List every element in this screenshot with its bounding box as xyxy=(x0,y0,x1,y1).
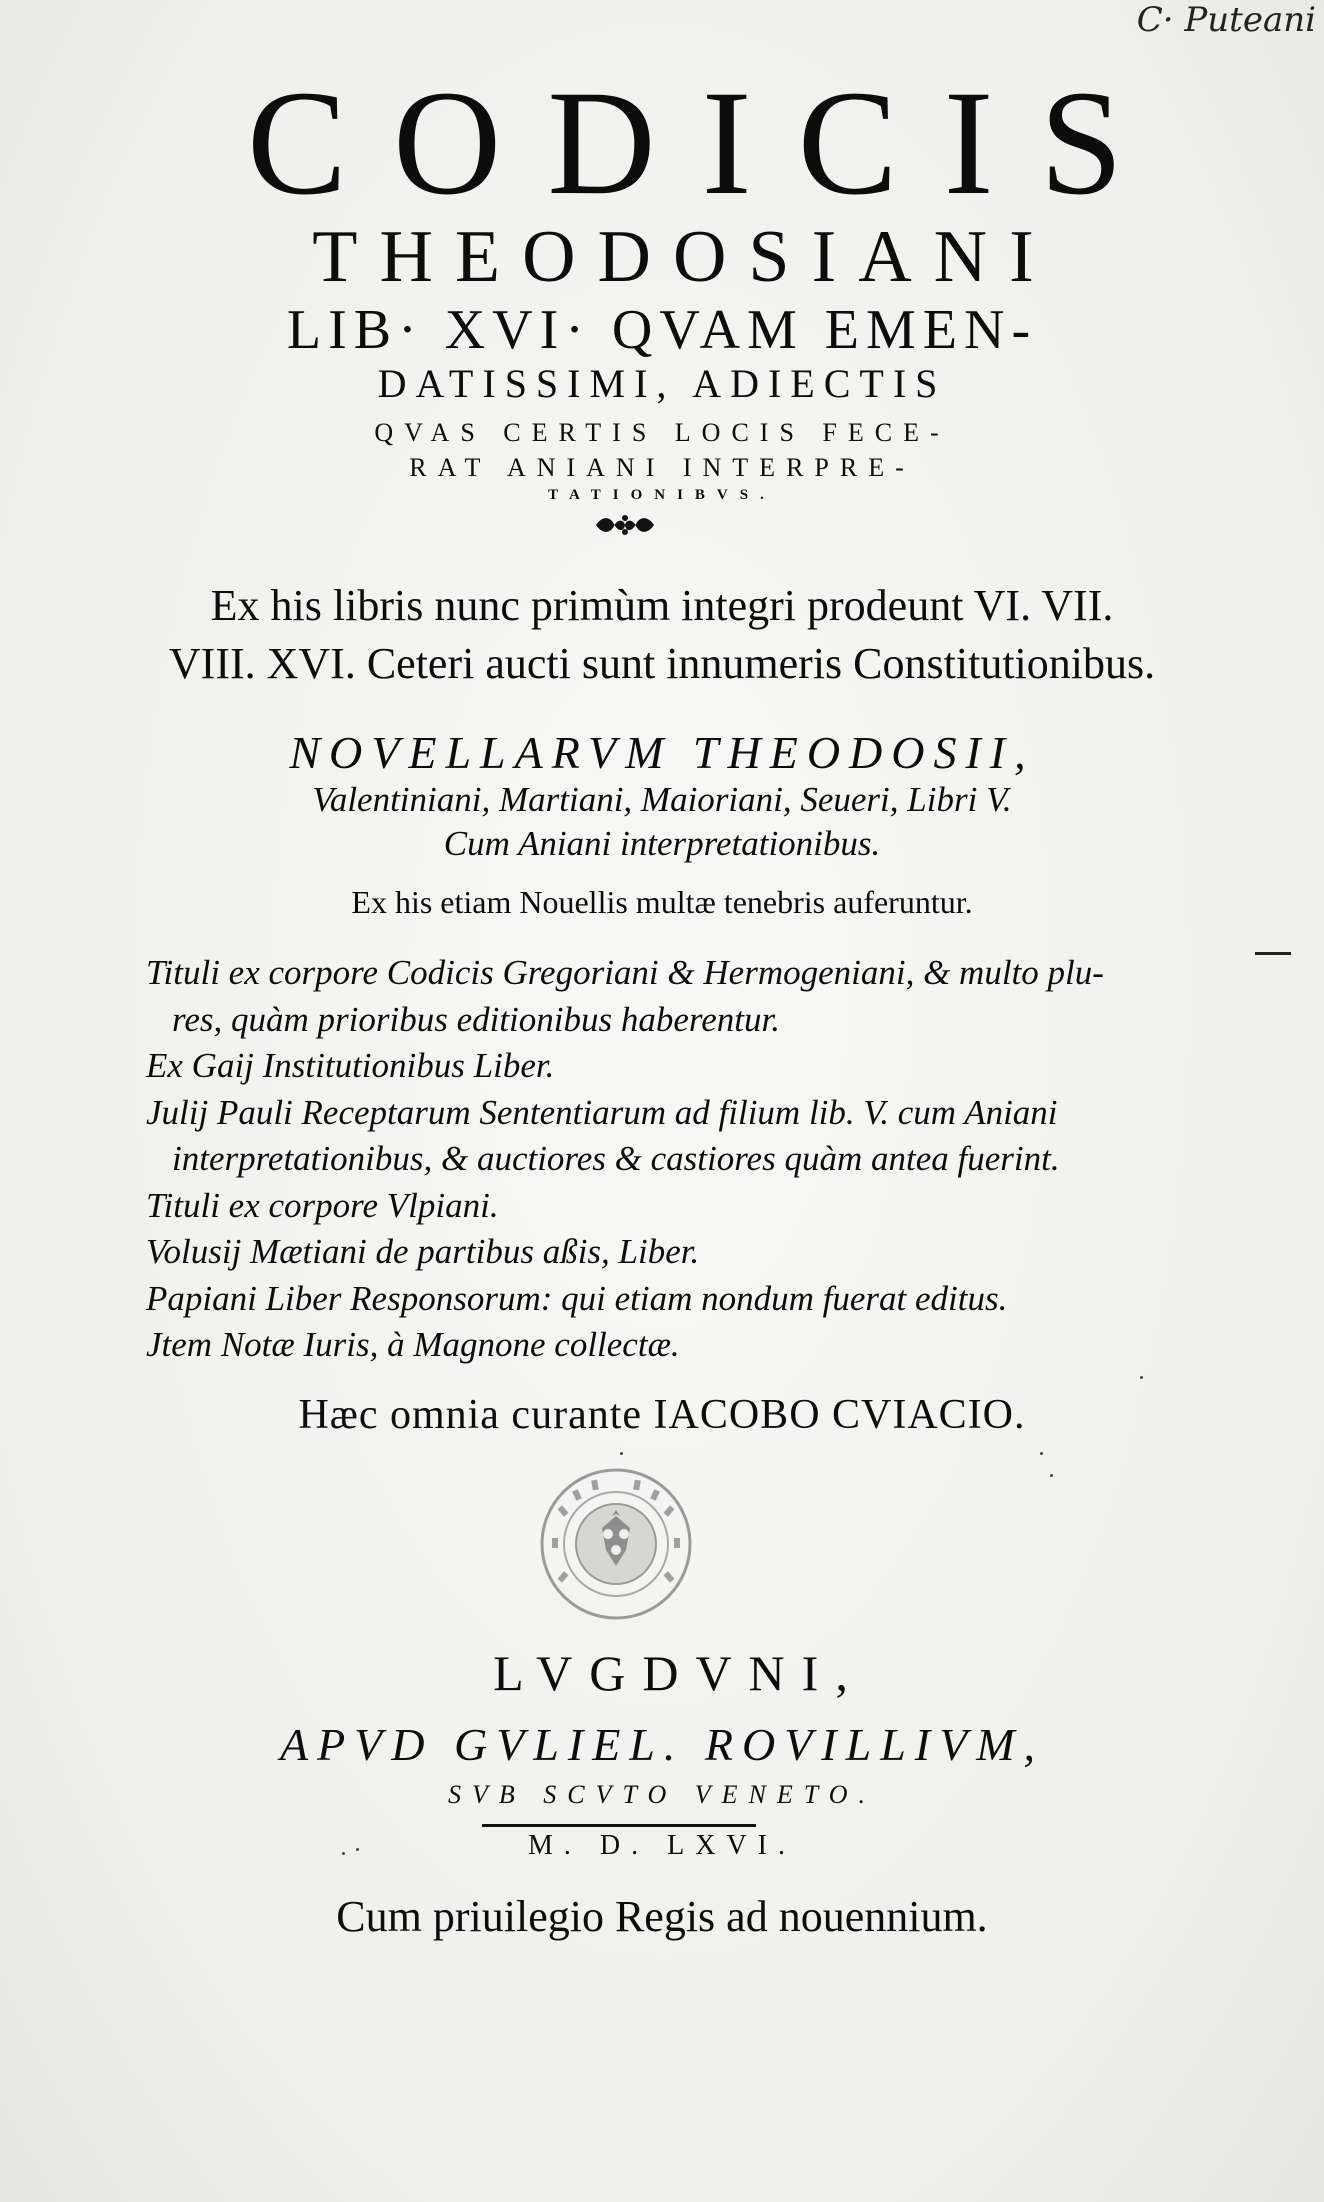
title-line-4: DATISSIMI, ADIECTIS xyxy=(377,361,947,406)
ink-speck xyxy=(342,1852,345,1855)
imprint-city: LVGDVNI, xyxy=(493,1645,865,1701)
ink-speck xyxy=(620,1452,623,1455)
imprint-printer: APVD GVLIEL. ROVILLIVM, xyxy=(279,1719,1045,1770)
title-line-3: LIB· XVI· QVAM EMEN- xyxy=(286,299,1038,361)
title-line-7: TATIONIBVS. xyxy=(548,487,776,503)
novellae-heading: NOVELLARVM THEODOSII, xyxy=(289,727,1035,778)
bibliotheca-regia-stamp-icon xyxy=(538,1466,694,1622)
notice-line-1: Ex his libris nunc primùm integri prodeunt VI. VII. xyxy=(210,581,1114,630)
editor-line: Hæc omnia curante IACOBO CVIACIO. xyxy=(298,1392,1026,1438)
contents-item: res, quàm prioribus editionibus haberentur. xyxy=(172,999,780,1039)
imprint-year: M. D. LXVI. xyxy=(528,1830,796,1861)
imprint-privilege: Cum priuilegio Regis ad nouennium. xyxy=(336,1892,988,1941)
contents-item: interpretationibus, & auctiores & castiores quàm antea fuerint. xyxy=(172,1139,1060,1178)
contents-item: Ex Gaij Institutionibus Liber. xyxy=(146,1046,555,1085)
ink-speck xyxy=(1050,1474,1053,1477)
title-line-2: THEODOSIANI xyxy=(312,216,1056,298)
notice-line-2: VIII. XVI. Ceteri aucti sunt innumeris Constitutionibus. xyxy=(168,639,1156,688)
imprint-rule xyxy=(482,1824,756,1827)
novellae-line-4: Ex his etiam Nouellis multæ tenebris auferuntur. xyxy=(351,884,973,920)
ink-speck xyxy=(1140,1376,1143,1379)
novellae-line-2: Valentiniani, Martiani, Maioriani, Seueri, Libri V. xyxy=(312,780,1012,819)
manuscript-note: C· Puteani xyxy=(1136,0,1316,40)
imprint-sign: SVB SCVTO VENETO. xyxy=(447,1780,876,1809)
contents-item: Jtem Notæ Iuris, à Magnone collectæ. xyxy=(146,1325,680,1364)
contents-item: Volusij Mætiani de partibus aßis, Liber. xyxy=(146,1232,700,1271)
contents-item: Julij Pauli Receptarum Sententiarum ad filium lib. V. cum Aniani xyxy=(146,1092,1058,1132)
contents-item: Tituli ex corpore Codicis Gregoriani & Hermogeniani, & multo plu- xyxy=(146,953,1104,992)
contents-list xyxy=(146,950,1196,1369)
fleuron-ornament-icon xyxy=(592,512,658,538)
ink-speck xyxy=(1040,1452,1043,1455)
title-line-5: QVAS CERTIS LOCIS FECE- xyxy=(374,418,950,447)
contents-item: Tituli ex corpore Vlpiani. xyxy=(146,1185,499,1225)
contents-item: Papiani Liber Responsorum: qui etiam nondum fuerat editus. xyxy=(146,1278,1008,1318)
margin-dash xyxy=(1255,952,1291,955)
ink-speck xyxy=(356,1848,359,1851)
title-line-1: CODICIS xyxy=(246,60,1170,226)
title-line-6: RAT ANIANI INTERPRE- xyxy=(409,453,915,482)
novellae-line-3: Cum Aniani interpretationibus. xyxy=(443,824,881,863)
